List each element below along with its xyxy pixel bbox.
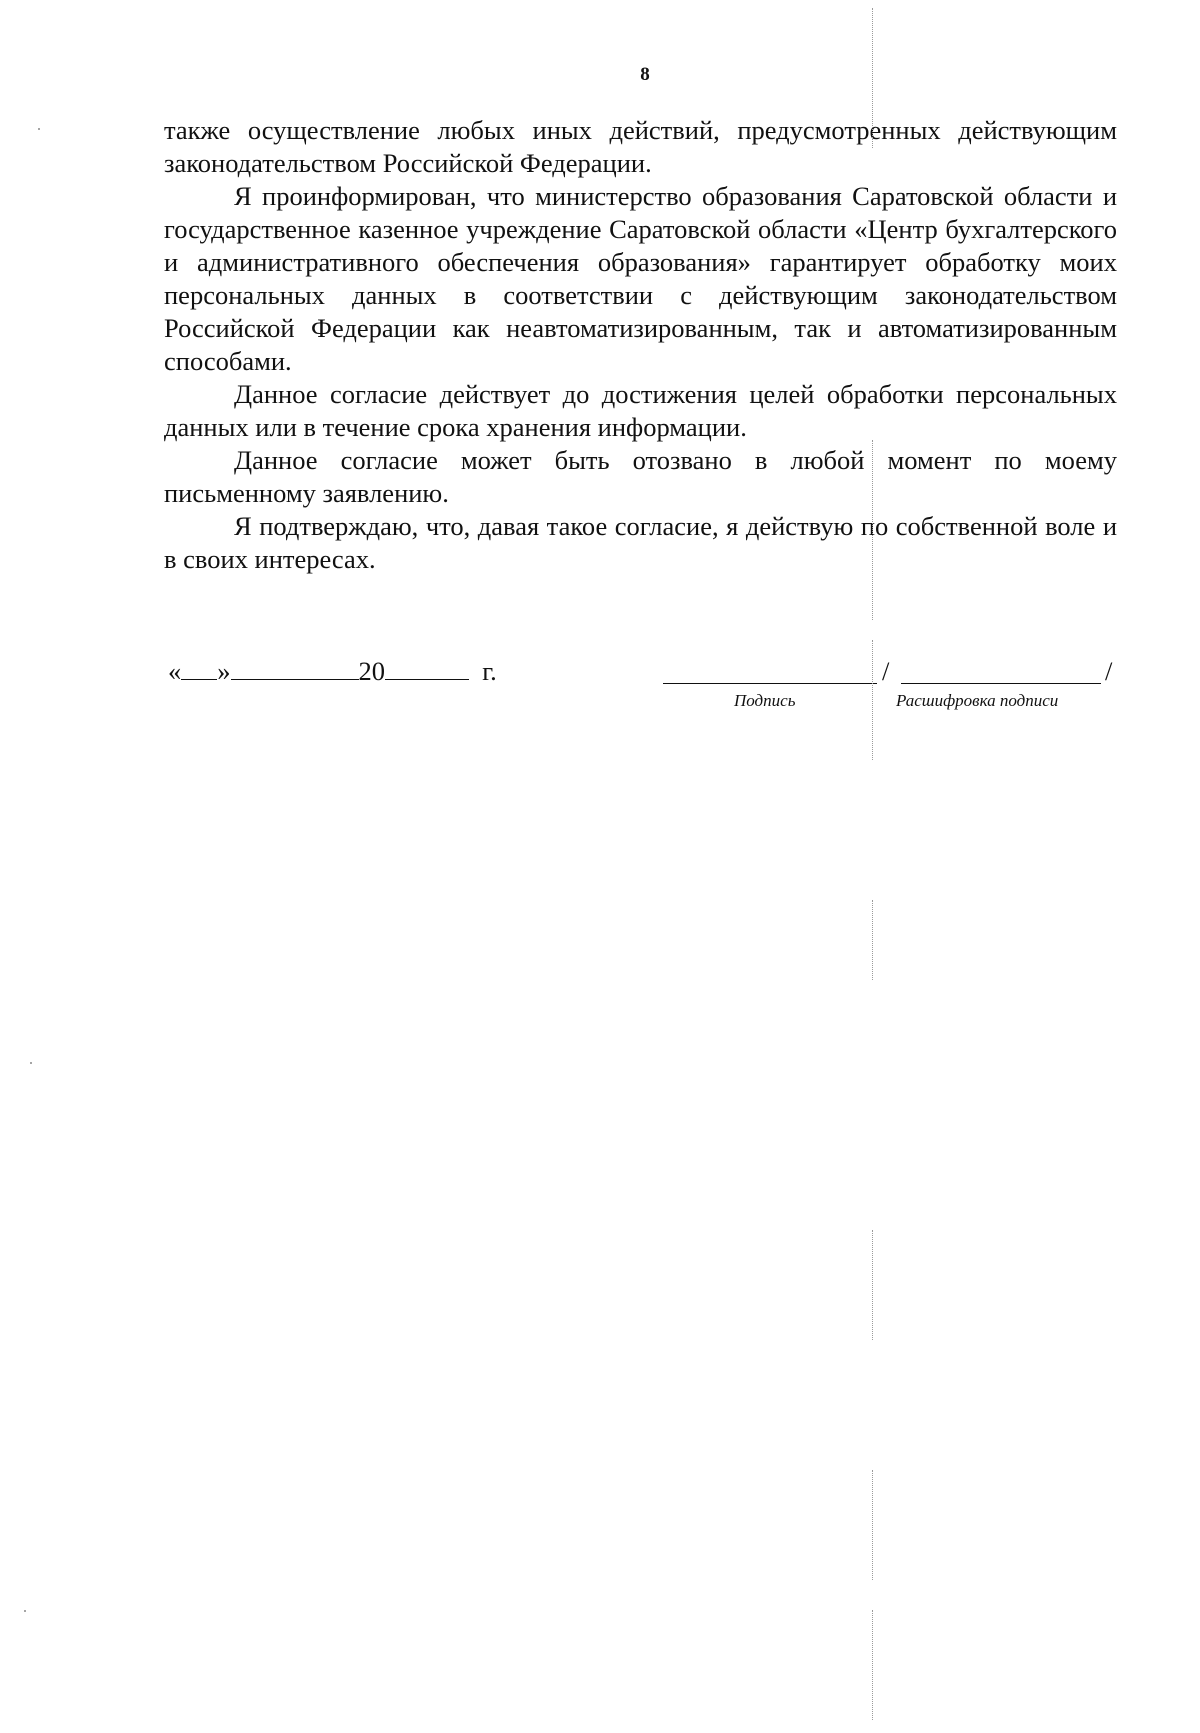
scan-fold-mark (872, 1470, 874, 1580)
scan-fold-mark (872, 1610, 874, 1720)
paragraph-confirmation: Я подтверждаю, что, давая такое согласие, я действую по собственной воле и в своих интересах. (164, 511, 1117, 574)
paragraph-revocation: Данное согласие может быть отозвано в любой момент по моему письменному заявлению. (164, 445, 1117, 508)
day-blank-line (181, 657, 217, 680)
signature-decode-caption: Расшифровка подписи (896, 691, 1059, 710)
year-suffix: г. (482, 656, 497, 686)
signature-line (663, 683, 877, 684)
signature-decode-line (901, 683, 1101, 684)
consent-text (164, 114, 1117, 576)
slash-left: / (882, 656, 890, 686)
slash-right: / (1105, 656, 1113, 686)
date-field (168, 655, 497, 687)
scan-fold-mark (872, 640, 874, 760)
paragraph-informed: Я проинформирован, что министерство образования Саратовской области и государственное казенное учреждение Саратовской области «Центр бухгалтерского и административного обеспечения образования» гарантирует обработку моих персональных данных в соответствии с действующим законодательством Российской Федерации как неавтоматизированным, так и автоматизированным способами. (164, 181, 1117, 376)
scan-fold-mark (872, 440, 874, 620)
year-prefix: 20 (358, 656, 385, 686)
date-close-quote: » (217, 656, 231, 686)
scan-fold-mark (872, 900, 874, 980)
paragraph-actions: также осуществление любых иных действий, предусмотренных действующим законодательством Российской Федерации. (164, 115, 1117, 178)
scan-speck (24, 1610, 26, 1612)
paragraph-validity: Данное согласие действует до достижения целей обработки персональных данных или в течение срока хранения информации. (164, 379, 1117, 442)
scan-speck (38, 128, 40, 130)
signature-caption: Подпись (734, 691, 796, 710)
signature-block (168, 655, 1128, 715)
scan-speck (30, 1062, 32, 1064)
page-number: 8 (640, 64, 650, 85)
scan-fold-mark (872, 8, 874, 148)
month-blank-line (231, 657, 359, 680)
date-open-quote: « (168, 656, 182, 686)
scan-fold-mark (872, 1230, 874, 1340)
year-blank-line (385, 657, 469, 680)
